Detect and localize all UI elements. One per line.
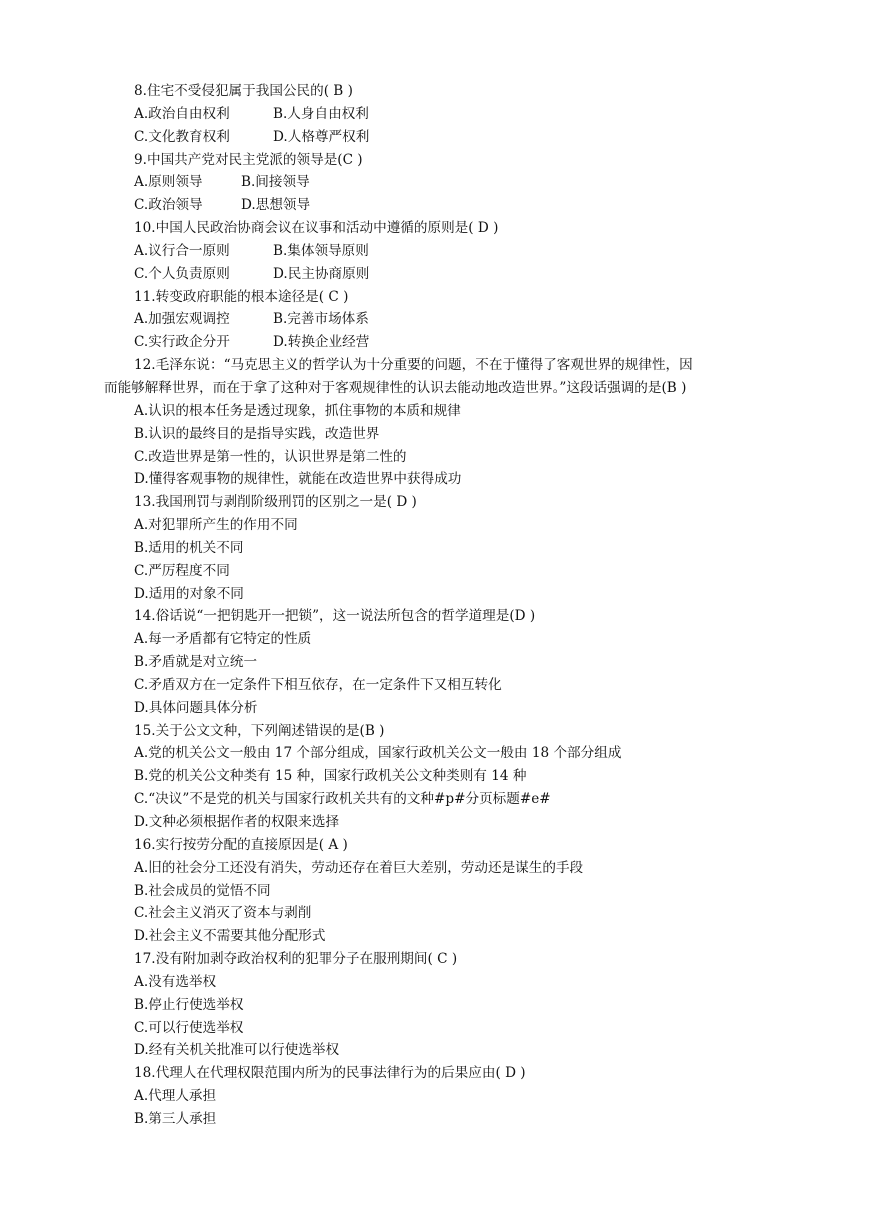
text-line: D.文种必须根据作者的权限来选择: [134, 814, 340, 830]
option-text: A.加强宏观调控: [134, 311, 230, 328]
text-line: 12.毛泽东说：“马克思主义的哲学认为十分重要的问题，不在于懂得了客观世界的规律性，因: [134, 357, 693, 374]
text-line: 13.我国刑罚与剥削阶级刑罚的区别之一是( D ): [134, 494, 417, 511]
text-line: B.适用的机关不同: [134, 539, 244, 556]
option-text: D.思想领导: [241, 197, 311, 214]
option-text: C.实行政企分开: [134, 334, 230, 351]
option-text: D.民主协商原则: [273, 265, 370, 282]
text-line: 10.中国人民政治协商会议在议事和活动中遵循的原则是( D ): [134, 220, 499, 237]
text-line: C.可以行使选举权: [134, 1019, 244, 1036]
document-body: [0, 80, 869, 1131]
text-line: B.认识的最终目的是指导实践，改造世界: [134, 425, 380, 442]
text-line: C.严厉程度不同: [134, 562, 230, 579]
text-line: [0, 171, 869, 194]
text-line: B.矛盾就是对立统一: [134, 654, 258, 671]
text-line: A.旧的社会分工还没有消失，劳动还存在着巨大差别，劳动还是谋生的手段: [134, 859, 584, 876]
text-line: C.改造世界是第一性的，认识世界是第二性的: [134, 448, 407, 465]
text-line: [0, 126, 869, 149]
text-line: [0, 308, 869, 331]
text-line: C.矛盾双方在一定条件下相互依存，在一定条件下又相互转化: [134, 676, 502, 693]
text-line: D.懂得客观事物的规律性，就能在改造世界中获得成功: [134, 471, 462, 488]
option-text: A.政治自由权利: [134, 105, 230, 122]
text-line: [0, 194, 869, 217]
option-text: C.政治领导: [134, 197, 203, 214]
text-line: D.社会主义不需要其他分配形式: [134, 928, 326, 945]
text-line: D.经有关机关批准可以行使选举权: [134, 1042, 340, 1059]
text-line: [0, 240, 869, 263]
option-text: C.个人负责原则: [134, 265, 230, 282]
text-line: 15.关于公文文种，下列阐述错误的是(B ): [134, 722, 385, 739]
text-line: 16.实行按劳分配的直接原因是( A ): [134, 836, 348, 853]
text-line: A.没有选举权: [134, 973, 217, 990]
text-line: A.代理人承担: [134, 1088, 217, 1105]
text-line: B.社会成员的觉悟不同: [134, 882, 271, 899]
option-text: B.完善市场体系: [273, 311, 369, 328]
option-text: B.人身自由权利: [273, 105, 369, 122]
text-line: A.每一矛盾都有它特定的性质: [134, 631, 312, 648]
text-line: [0, 103, 869, 126]
text-line: D.适用的对象不同: [134, 585, 244, 602]
text-line: C.社会主义消灭了资本与剥削: [134, 905, 312, 922]
option-text: A.原则领导: [134, 174, 203, 191]
text-line: A.认识的根本任务是透过现象，抓住事物的本质和规律: [134, 402, 461, 419]
option-text: B.集体领导原则: [273, 242, 369, 259]
text-line: A.对犯罪所产生的作用不同: [134, 517, 298, 534]
text-line: D.具体问题具体分析: [134, 699, 258, 716]
text-line: B.党的机关公文种类有 15 种，国家行政机关公文种类则有 14 种: [134, 768, 527, 785]
text-line: C.“决议”不是党的机关与国家行政机关共有的文种#p#分页标题#e#: [134, 791, 551, 808]
text-line: 9.中国共产党对民主党派的领导是(C ): [134, 151, 363, 168]
text-line: 8.住宅不受侵犯属于我国公民的( B ): [134, 83, 353, 99]
option-text: A.议行合一原则: [134, 242, 230, 259]
text-line: 17.没有附加剥夺政治权利的犯罪分子在服刑期间( C ): [134, 951, 458, 968]
text-line: 11.转变政府职能的根本途径是( C ): [134, 288, 349, 305]
text-line: B.第三人承担: [134, 1110, 217, 1127]
option-text: C.文化教育权利: [134, 128, 230, 145]
text-line: A.党的机关公文一般由 17 个部分组成，国家行政机关公文一般由 18 个部分组成: [134, 745, 622, 762]
text-line: B.停止行使选举权: [134, 996, 244, 1013]
text-line: 18.代理人在代理权限范围内所为的民事法律行为的后果应由( D ): [134, 1065, 526, 1082]
option-text: D.转换企业经营: [273, 334, 370, 351]
text-line: [0, 263, 869, 286]
text-line: 14.俗话说“一把钥匙开一把锁”，这一说法所包含的哲学道理是(D ): [134, 608, 536, 625]
option-text: D.人格尊严权利: [273, 128, 370, 145]
text-line: [0, 331, 869, 354]
option-text: B.间接领导: [241, 174, 310, 191]
text-line: 而能够解释世界，而在于拿了这种对于客观规律性的认识去能动地改造世界。”这段话强调的是(B ): [104, 379, 687, 396]
